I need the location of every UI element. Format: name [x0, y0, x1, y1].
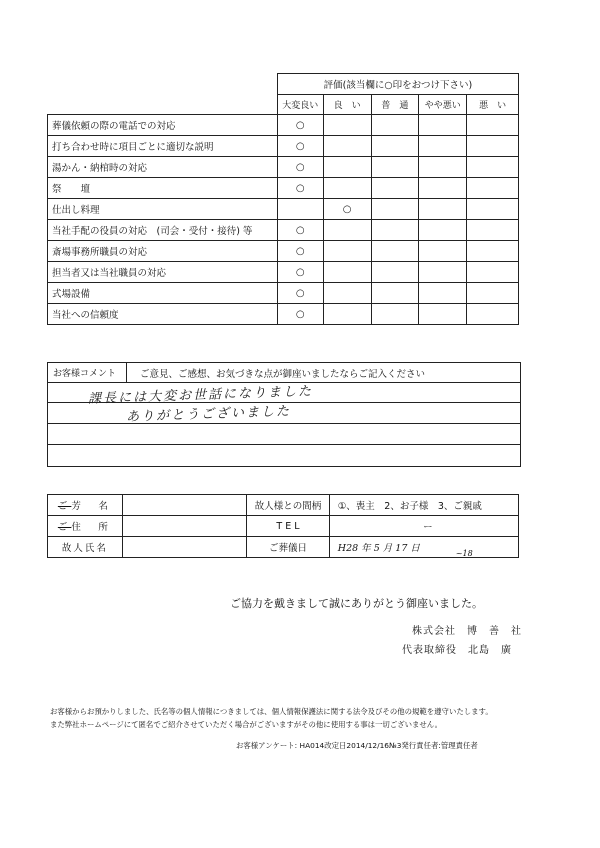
rating-cell — [277, 157, 323, 178]
ruled-line — [48, 444, 520, 445]
evaluation-item-label: 担当者又は当社職員の対応 — [48, 262, 278, 283]
evaluation-row — [48, 199, 519, 220]
comment-box — [47, 362, 521, 467]
rating-cell — [419, 157, 467, 178]
form-footer: お客様アンケート: HA014改定日2014/12/16№3発行責任者:管理責任者 — [236, 741, 478, 750]
evaluation-item-label: 式場設備 — [48, 283, 278, 304]
column-label: 良 い — [323, 95, 371, 115]
rating-cell — [277, 283, 323, 304]
rating-cell — [467, 283, 519, 304]
rating-mark: ○ — [295, 245, 305, 257]
evaluation-item-label: 葬儀依頼の際の電話での対応 — [48, 115, 278, 136]
evaluation-item-label: 打ち合わせ時に項目ごとに適切な説明 — [48, 136, 278, 157]
info-table — [47, 494, 519, 558]
column-label: 悪 い — [467, 95, 519, 115]
address-prefix: ご — [57, 522, 72, 533]
rating-cell — [323, 304, 371, 325]
rating-cell — [323, 283, 371, 304]
rating-mark: ○ — [295, 161, 305, 173]
rating-cell — [371, 220, 419, 241]
deceased-label: 故人氏名 — [48, 537, 123, 558]
rating-cell — [467, 199, 519, 220]
funeral-date-extra: ~18 — [455, 549, 473, 558]
rating-cell — [323, 220, 371, 241]
rating-cell — [277, 115, 323, 136]
privacy-notice-line: お客様からお預かりしました、氏名等の個人情報につきましては、個人情報保護法に関する法令及びその他の規範を遵守いたします。 — [50, 707, 493, 716]
rating-cell — [467, 304, 519, 325]
column-label: 大変良い — [277, 95, 323, 115]
privacy-notice-line: また弊社ホームページにて匿名でご紹介させていただく場合がございますがその他に使用する事は一切ございません。 — [50, 720, 443, 729]
mourner-label: 芳 名 — [71, 501, 112, 512]
rating-cell — [467, 262, 519, 283]
rating-cell — [419, 304, 467, 325]
rating-mark: ○ — [295, 266, 305, 278]
rating-cell — [419, 262, 467, 283]
evaluation-row — [48, 220, 519, 241]
deceased-value — [122, 537, 246, 558]
rating-cell — [323, 262, 371, 283]
rating-cell — [323, 157, 371, 178]
relation-options: ①、喪主 2、お子様 3、ご親戚 — [329, 495, 518, 516]
rating-cell — [323, 136, 371, 157]
funeral-date-cell — [329, 537, 518, 558]
rating-mark: ○ — [295, 308, 305, 320]
evaluation-table — [47, 73, 519, 325]
address-label-cell — [48, 516, 123, 537]
evaluation-item-label: 祭 壇 — [48, 178, 278, 199]
evaluation-row — [48, 178, 519, 199]
comment-label: お客様コメント — [53, 369, 117, 379]
rating-cell — [419, 241, 467, 262]
rating-cell — [277, 241, 323, 262]
evaluation-item-label: 仕出し料理 — [48, 199, 278, 220]
evaluation-header: 評価(該当欄に○印をおつけ下さい) — [277, 74, 518, 95]
rating-cell — [371, 283, 419, 304]
representative: 代表取締役 北島 廣 — [402, 645, 512, 656]
comment-prompt: ご意見、ご感想、お気づきな点が御座いましたならご記入ください — [140, 369, 426, 380]
rating-cell — [467, 115, 519, 136]
rating-cell — [467, 241, 519, 262]
rating-cell — [371, 199, 419, 220]
rating-cell — [371, 241, 419, 262]
evaluation-item-label: 当社手配の役員の対応 (司会・受付・接待) 等 — [48, 220, 278, 241]
rating-cell — [419, 199, 467, 220]
column-label: 普 通 — [371, 95, 419, 115]
rating-mark: ○ — [342, 203, 352, 215]
rating-cell — [467, 178, 519, 199]
rating-mark: ○ — [295, 119, 305, 131]
evaluation-row — [48, 136, 519, 157]
mourner-prefix: ご — [57, 501, 72, 512]
handwritten-comment-line: 課長には大変お世話になりました — [87, 384, 314, 407]
tel-value: ー — [329, 516, 518, 537]
rating-cell — [371, 136, 419, 157]
evaluation-row — [48, 115, 519, 136]
rating-cell — [277, 304, 323, 325]
rating-cell — [323, 178, 371, 199]
column-label: やや悪い — [419, 95, 467, 115]
rating-cell — [371, 178, 419, 199]
funeral-date-value: H28 年 5 月 17 日 — [337, 543, 420, 554]
evaluation-row — [48, 157, 519, 178]
evaluation-item-label: 湯かん・納棺時の対応 — [48, 157, 278, 178]
rating-mark: ○ — [295, 224, 305, 236]
rating-mark: ○ — [295, 182, 305, 194]
rating-cell — [419, 178, 467, 199]
rating-cell — [323, 241, 371, 262]
ruled-line — [48, 423, 520, 424]
rating-cell — [371, 262, 419, 283]
rating-cell — [371, 304, 419, 325]
mourner-value — [122, 495, 246, 516]
rating-cell — [277, 178, 323, 199]
rating-cell — [467, 136, 519, 157]
rating-cell — [467, 157, 519, 178]
rating-cell — [419, 220, 467, 241]
rating-cell — [467, 220, 519, 241]
evaluation-item-label: 当社への信頼度 — [48, 304, 278, 325]
comment-header — [48, 363, 520, 383]
address-value — [122, 516, 246, 537]
rating-cell — [277, 220, 323, 241]
address-label: 住 所 — [71, 522, 112, 533]
rating-cell — [371, 115, 419, 136]
rating-cell — [277, 136, 323, 157]
rating-mark: ○ — [295, 140, 305, 152]
rating-cell — [371, 157, 419, 178]
evaluation-row — [48, 241, 519, 262]
divider — [126, 363, 127, 382]
rating-cell — [323, 199, 371, 220]
rating-cell — [323, 115, 371, 136]
relation-label: 故人様との間柄 — [247, 495, 330, 516]
evaluation-row — [48, 262, 519, 283]
rating-mark: ○ — [295, 287, 305, 299]
rating-cell — [277, 262, 323, 283]
thanks-message: ご協力を戴きまして誠にありがとう御座いました。 — [230, 597, 483, 610]
rating-cell — [419, 283, 467, 304]
rating-cell — [277, 199, 323, 220]
rating-cell — [419, 136, 467, 157]
evaluation-item-label: 斎場事務所職員の対応 — [48, 241, 278, 262]
company-name: 株式会社 博 善 社 — [412, 626, 522, 637]
funeral-date-label: ご葬儀日 — [247, 537, 330, 558]
tel-label: T E L — [247, 516, 330, 537]
table-corner — [48, 74, 278, 115]
evaluation-row — [48, 304, 519, 325]
rating-cell — [419, 115, 467, 136]
handwritten-comment-line: ありがとうございました — [125, 404, 292, 425]
evaluation-row — [48, 283, 519, 304]
mourner-label-cell — [48, 495, 123, 516]
